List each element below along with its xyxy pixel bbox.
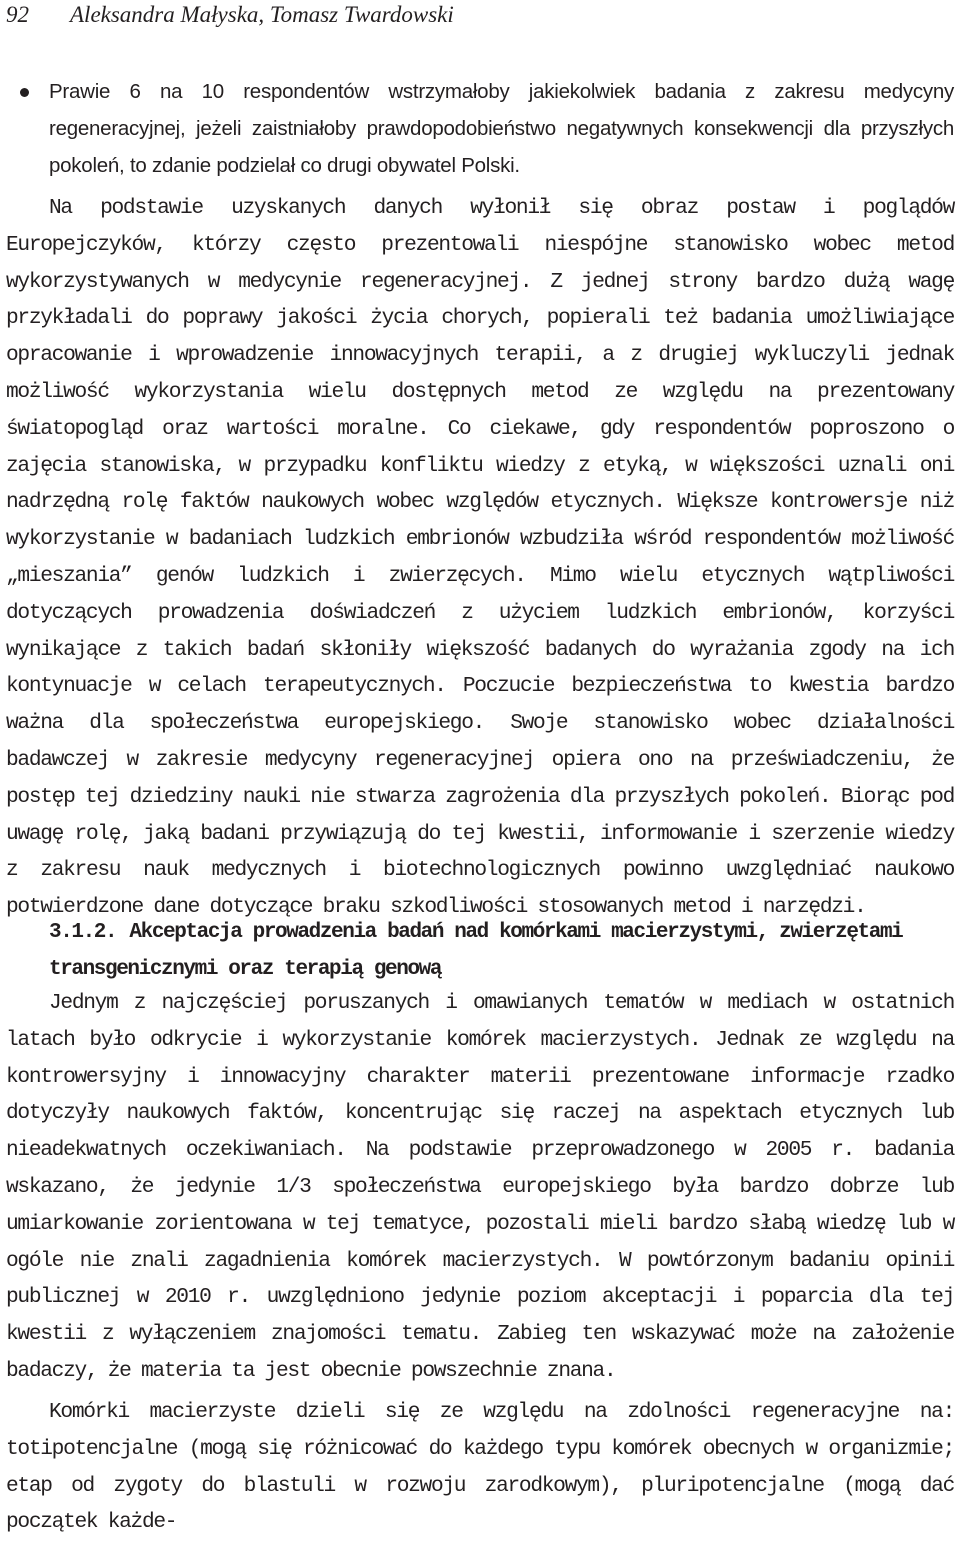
paragraph-text: Na podstawie uzyskanych danych wyłonił się obraz postaw i poglądów Europejczyków, którzy często prezentowali niespójne stanowisko wobec metod wykorzystywanych w medycynie regeneracyjnej. Z jednej strony bardzo dużą wagę przykładali do poprawy jakości życia chorych, popierali też badania umożliwiające opracowanie i wprowadzenie innowacyjnych terapii, a z drugiej wykluczyli jednak możliwość wykorzystania wielu dostępnych metod ze względu na prezentowany światopogląd oraz wartości moralne. Co ciekawe, gdy respondentów poproszono o zajęcia stanowiska, w przypadku konfliktu wiedzy z etyką, w większości uznali oni nadrzędną rolę faktów naukowych wobec względów etycznych. Większe kontrowersje niż wykorzystanie w badaniach ludzkich embrionów wzbudziła wśród respondentów możliwość „mieszania” genów ludzkich i zwierzęcych. Mimo wielu etycznych wątpliwości dotyczących prowadzenia doświadczeń z użyciem ludzkich embrionów, korzyści wynikające z takich badań skłoniły większość badanych do wyrażania zgody na ich kontynuacje w celach terapeutycznych. Poczucie bezpieczeństwa to kwestia bardzo ważna dla społeczeństwa europejskiego. Swoje stanowisko wobec działalności badawczej w zakresie medycyny regeneracyjnej opiera ono na przeświadczeniu, że postęp tej dziedziny nauki nie stwarza zagrożenia dla przyszłych pokoleń. Biorąc pod uwagę rolę, jaką badani przywiązują do tej kwestii, informowanie i szerzenie wiedzy z zakresu nauk medycznych i biotechnologicznych powinno uwzględniać naukowo potwierdzone dane dotyczące braku szkodliwości stosowanych metod i narzędzi. (6, 196, 954, 920)
paragraph-text: Komórki macierzyste dzieli się ze względu na zdolności regeneracyjne na: totipotencjalne (mogą się różnicować do każdego typu komórek obecnych w organizmie; etap od zygoty do blastuli w rozwoju zarodkowym), pluripotencjalne (mogą dać początek każde- (6, 1400, 954, 1535)
running-header (6, 0, 954, 32)
paragraph-stem-cell-types (6, 1394, 954, 1541)
page-number: 92 (6, 2, 29, 27)
paragraph-stem-cells-media (6, 985, 954, 1390)
section-title: Akceptacja prowadzenia badań nad komórkami macierzystymi, zwierzętami transgenicznymi oraz terapią genową (49, 921, 903, 981)
running-header-authors: Aleksandra Małyska, Tomasz Twardowski (70, 2, 454, 27)
paragraph-text: Jednym z najczęściej poruszanych i omawianych tematów w mediach w ostatnich latach było odkrycie i wykorzystanie komórek macierzystych. Jednak ze względu na kontrowersyjny i innowacyjny charakter materii prezentowane informacje rzadko dotyczyły naukowych faktów, koncentrując się raczej na aspektach etycznych lub nieadekwatnych oczekiwaniach. Na podstawie przeprowadzonego w 2005 r. badania wskazano, że jedynie 1/3 społeczeństwa europejskiego była bardzo dobrze lub umiarkowanie zorientowana w tej tematyce, pozostali mieli bardzo słabą wiedzę lub w ogóle nie znali zagadnienia komórek macierzystych. W powtórzonym badaniu opinii publicznej w 2010 r. uwzględniono jedynie poziom akceptacji i poparcia dla tej kwestii z wyłączeniem znajomości tematu. Zabieg ten wskazywać może na założenie badaczy, że materia ta jest obecnie powszechnie znana. (6, 991, 954, 1383)
section-number: 3.1.2. (49, 921, 117, 944)
bullet-text: Prawie 6 na 10 respondentów wstrzymałoby jakiekolwiek badania z zakresu medycyny regeneracyjnej, jeżeli zaistniałoby prawdopodobieństwo negatywnych konsekwencji dla przyszłych pokoleń, to zdanie podzielał co drugi obywatel Polski. (49, 80, 954, 177)
bullet-dot-icon (20, 88, 29, 97)
section-heading (49, 914, 954, 988)
paragraph-summary (6, 190, 954, 926)
